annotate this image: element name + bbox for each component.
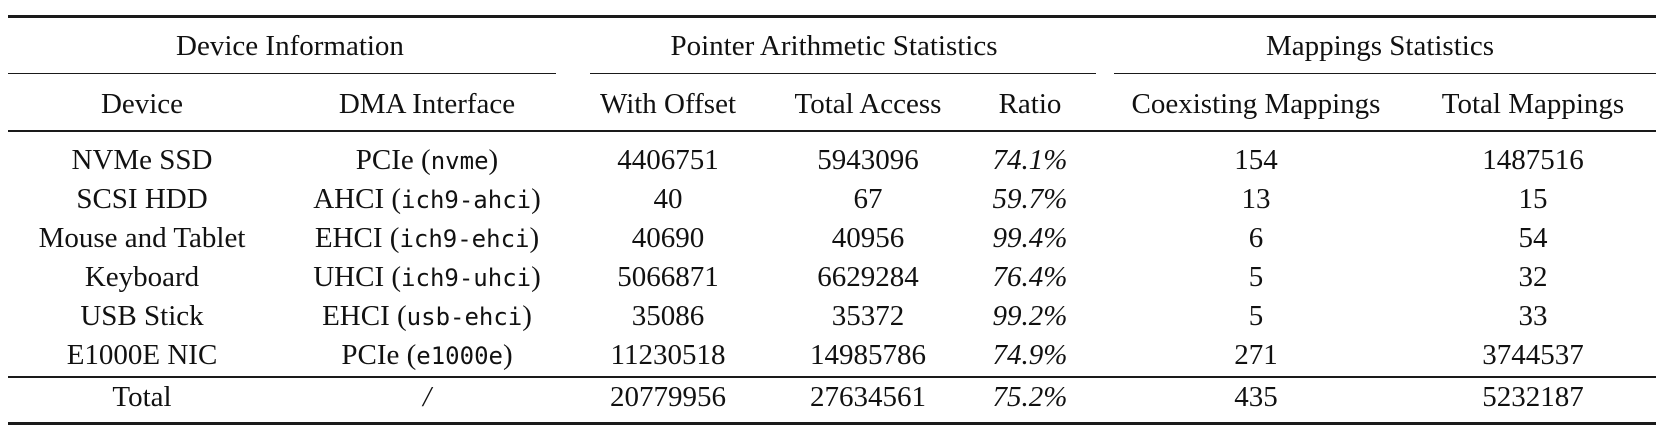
- dma-driver: nvme: [430, 147, 489, 175]
- ratio-cell: 99.4%: [992, 222, 1068, 254]
- header-with-offset: With Offset: [599, 88, 737, 120]
- total-mappings-cell: 33: [1518, 300, 1548, 332]
- total-access-cell: 5943096: [817, 144, 919, 176]
- device-cell: Mouse and Tablet: [38, 222, 246, 254]
- coexisting-cell: 6: [1248, 222, 1264, 254]
- total-mappings-cell: 15: [1518, 183, 1548, 215]
- header-coexisting: Coexisting Mappings: [1131, 88, 1381, 120]
- total-mappings-sum-cell: 5232187: [1482, 381, 1584, 413]
- group-rule-device: [8, 73, 556, 74]
- group-header-mappings: Mappings Statistics: [1266, 30, 1494, 62]
- coexisting-cell: 5: [1248, 300, 1264, 332]
- dma-driver: ich9-ehci: [399, 225, 530, 253]
- with-offset-cell: 4406751: [617, 144, 719, 176]
- dma-cell: EHCI (usb-ehci): [322, 300, 532, 332]
- table-row: [0, 258, 1664, 296]
- group-rule-mappings: [1114, 73, 1656, 74]
- dma-bus: UHCI: [313, 261, 385, 293]
- top-rule: [8, 15, 1656, 18]
- with-offset-cell: 35086: [631, 300, 705, 332]
- header-total-access: Total Access: [794, 88, 942, 120]
- total-access-cell: 14985786: [810, 339, 926, 371]
- header-dma: DMA Interface: [338, 88, 516, 120]
- total-with-offset-cell: 20779956: [610, 381, 726, 413]
- ratio-cell: 74.1%: [992, 144, 1068, 176]
- dma-bus: EHCI: [314, 222, 383, 254]
- total-ratio-cell: 75.2%: [992, 381, 1068, 413]
- coexisting-cell: 271: [1234, 339, 1278, 371]
- dma-bus: AHCI: [313, 183, 385, 215]
- device-cell: NVMe SSD: [71, 144, 213, 176]
- header-total-mappings: Total Mappings: [1441, 88, 1625, 120]
- table-row: [0, 180, 1664, 218]
- dma-bus: PCIe: [341, 339, 400, 371]
- ratio-cell: 59.7%: [992, 183, 1068, 215]
- table-row: [0, 297, 1664, 335]
- coexisting-cell: 5: [1248, 261, 1264, 293]
- total-label: Total: [112, 381, 172, 413]
- total-access-sum-cell: 27634561: [810, 381, 926, 413]
- device-cell: E1000E NIC: [66, 339, 218, 371]
- dma-bus: PCIe: [355, 144, 414, 176]
- group-header-device: Device Information: [176, 30, 404, 62]
- dma-cell: PCIe (e1000e): [341, 339, 513, 371]
- dma-driver: ich9-uhci: [401, 264, 532, 292]
- total-mappings-cell: 3744537: [1482, 339, 1584, 371]
- device-cell: USB Stick: [80, 300, 204, 332]
- device-cell: SCSI HDD: [76, 183, 208, 215]
- total-coexisting-cell: 435: [1234, 381, 1278, 413]
- device-cell: Keyboard: [84, 261, 200, 293]
- coexisting-cell: 154: [1234, 144, 1278, 176]
- with-offset-cell: 40690: [631, 222, 705, 254]
- total-access-cell: 40956: [831, 222, 905, 254]
- dma-cell: PCIe (nvme): [355, 144, 499, 176]
- total-access-cell: 6629284: [817, 261, 919, 293]
- dma-driver: ich9-ahci: [401, 186, 532, 214]
- dma-bus: EHCI: [322, 300, 390, 332]
- total-mappings-cell: 54: [1518, 222, 1548, 254]
- header-device: Device: [100, 88, 184, 120]
- ratio-cell: 99.2%: [992, 300, 1068, 332]
- total-dma-cell: /: [422, 381, 432, 413]
- total-access-cell: 67: [853, 183, 883, 215]
- total-mappings-cell: 32: [1518, 261, 1548, 293]
- dma-driver: e1000e: [416, 342, 503, 370]
- table-row: [0, 219, 1664, 257]
- total-row: [0, 378, 1664, 416]
- table-row: [0, 141, 1664, 179]
- with-offset-cell: 11230518: [610, 339, 726, 371]
- ratio-cell: 76.4%: [992, 261, 1068, 293]
- with-offset-cell: 5066871: [617, 261, 719, 293]
- dma-cell: EHCI (ich9-ehci): [314, 222, 540, 254]
- ratio-cell: 74.9%: [992, 339, 1068, 371]
- header-ratio: Ratio: [998, 88, 1062, 120]
- group-header-pointer: Pointer Arithmetic Statistics: [670, 30, 998, 62]
- with-offset-cell: 40: [653, 183, 683, 215]
- dma-cell: UHCI (ich9-uhci): [313, 261, 541, 293]
- total-access-cell: 35372: [831, 300, 905, 332]
- dma-driver: usb-ehci: [406, 303, 523, 331]
- coexisting-cell: 13: [1241, 183, 1271, 215]
- group-rule-pointer: [590, 73, 1096, 74]
- total-mappings-cell: 1487516: [1482, 144, 1584, 176]
- dma-cell: AHCI (ich9-ahci): [313, 183, 541, 215]
- header-rule: [8, 130, 1656, 132]
- table-row: [0, 336, 1664, 374]
- bottom-rule: [8, 422, 1656, 425]
